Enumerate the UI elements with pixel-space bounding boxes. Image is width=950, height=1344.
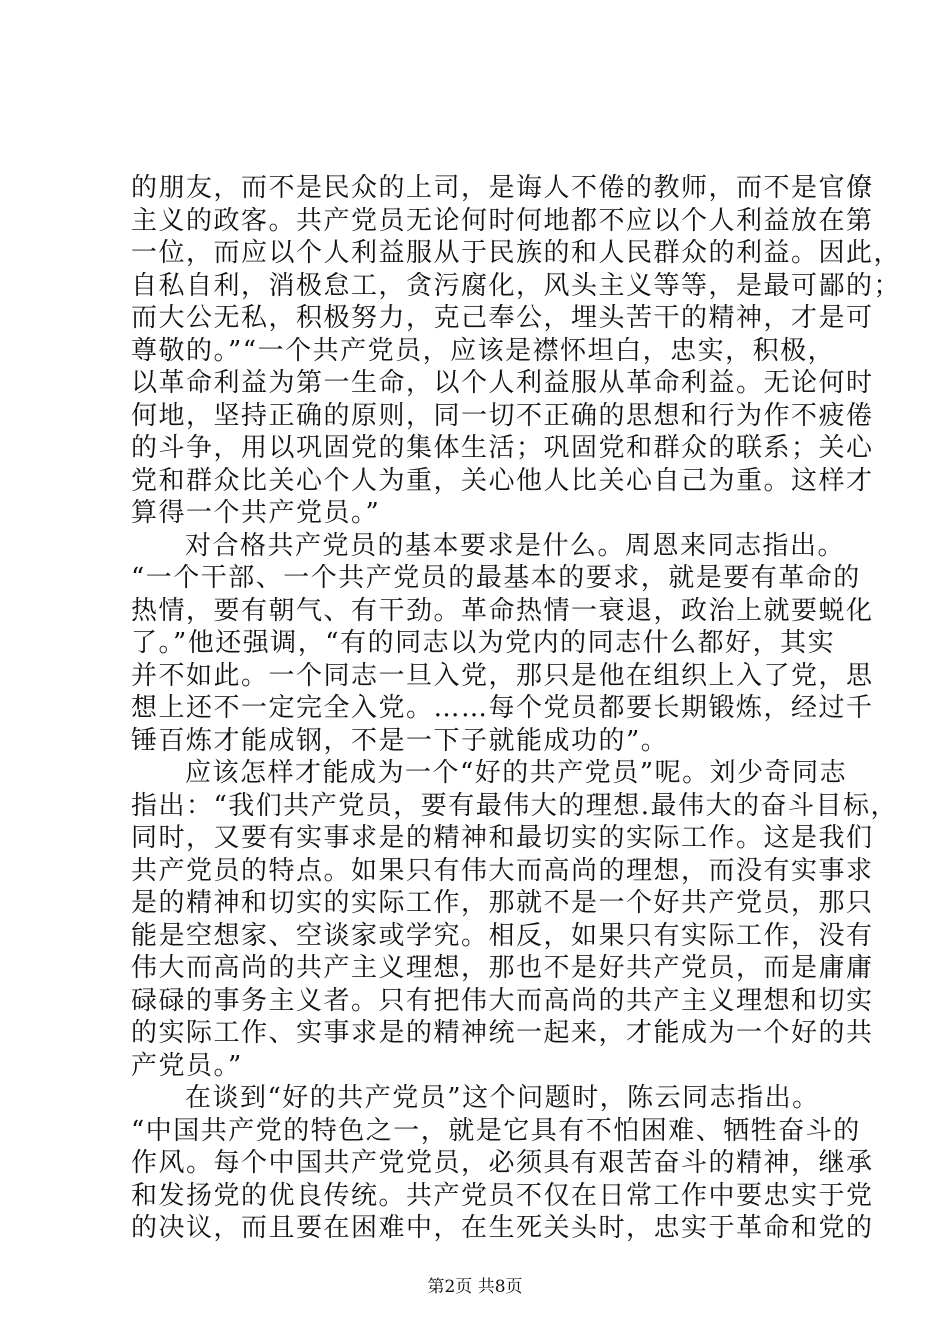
text-line: 产党员。”: [131, 1050, 243, 1081]
text-line: “一个干部、一个共产党员的最基本的要求，就是要有革命的: [131, 563, 861, 593]
text-line: 共产党员的特点。如果只有伟大而高尚的理想，而没有实事求: [131, 855, 874, 886]
text-line: 指出：“我们共产党员，要有最伟大的理想.最伟大的奋斗目标，: [131, 790, 899, 821]
text-line: 是的精神和切实的实际工作，那就不是一个好共产党员，那只: [131, 888, 874, 918]
text-line: 以革命利益为第一生命，以个人利益服从革命利益。无论何时: [131, 368, 874, 398]
text-line: 锤百炼才能成钢，不是一下子就能成功的”。: [131, 725, 669, 756]
text-line: 尊敬的。”“一个共产党员，应该是襟怀坦白，忠实，积极，: [131, 335, 836, 366]
text-line: 想上还不一定完全入党。……每个党员都要长期锻炼，经过千: [131, 693, 874, 723]
text-line: 的斗争，用以巩固党的集体生活；巩固党和群众的联系；关心: [131, 433, 874, 463]
text-line: 的决议，而且要在困难中，在生死关头时，忠实于革命和党的: [131, 1213, 874, 1243]
text-line: 并不如此。一个同志一旦入党，那只是他在组织上入了党，思: [131, 660, 874, 691]
text-line: 热情，要有朝气、有干劲。革命热情一衰退，政治上就要蜕化: [131, 595, 874, 626]
text-line: 主义的政客。共产党员无论何时何地都不应以个人利益放在第: [131, 205, 874, 236]
paragraph-start-line: 在谈到“好的共产党员”这个问题时，陈云同志指出。: [185, 1083, 820, 1113]
text-line: 何地，坚持正确的原则，同一切不正确的思想和行为作不疲倦: [131, 400, 874, 431]
text-line: 自私自利，消极怠工，贪污腐化，风头主义等等，是最可鄙的；: [131, 270, 902, 301]
paragraph-start-line: 应该怎样才能成为一个“好的共产党员”呢。刘少奇同志: [185, 758, 848, 788]
text-line: 的朋友，而不是民众的上司，是诲人不倦的教师，而不是官僚: [131, 173, 874, 203]
page-number-footer: 第2页 共8页: [427, 1277, 523, 1297]
text-line: 同时，又要有实事求是的精神和最切实的实际工作。这是我们: [131, 823, 874, 853]
paragraph-start-line: 对合格共产党员的基本要求是什么。周恩来同志指出。: [185, 530, 846, 561]
text-line: 伟大而高尚的共产主义理想，那也不是好共产党员，而是庸庸: [131, 953, 874, 983]
text-line: 能是空想家、空谈家或学究。相反，如果只有实际工作，没有: [131, 920, 874, 951]
text-line: “中国共产党的特色之一，就是它具有不怕困难、牺牲奋斗的: [131, 1115, 861, 1146]
text-line: 和发扬党的优良传统。共产党员不仅在日常工作中要忠实于党: [131, 1180, 874, 1211]
text-line: 而大公无私，积极努力，克己奉公，埋头苦干的精神，才是可: [131, 303, 874, 333]
document-body: [131, 172, 902, 1245]
text-line: 一位，而应以个人利益服从于民族的和人民群众的利益。因此，: [131, 238, 902, 268]
text-line: 碌碌的事务主义者。只有把伟大而高尚的共产主义理想和切实: [131, 985, 874, 1016]
text-line: 了。”他还强调，“有的同志以为党内的同志什么都好，其实: [131, 628, 836, 658]
text-line: 算得一个共产党员。”: [131, 498, 381, 528]
text-line: 的实际工作、实事求是的精神统一起来，才能成为一个好的共: [131, 1018, 874, 1048]
text-line: 党和群众比关心个人为重，关心他人比关心自己为重。这样才: [131, 465, 874, 496]
text-line: 作风。每个中国共产党党员，必须具有艰苦奋斗的精神，继承: [131, 1148, 874, 1178]
